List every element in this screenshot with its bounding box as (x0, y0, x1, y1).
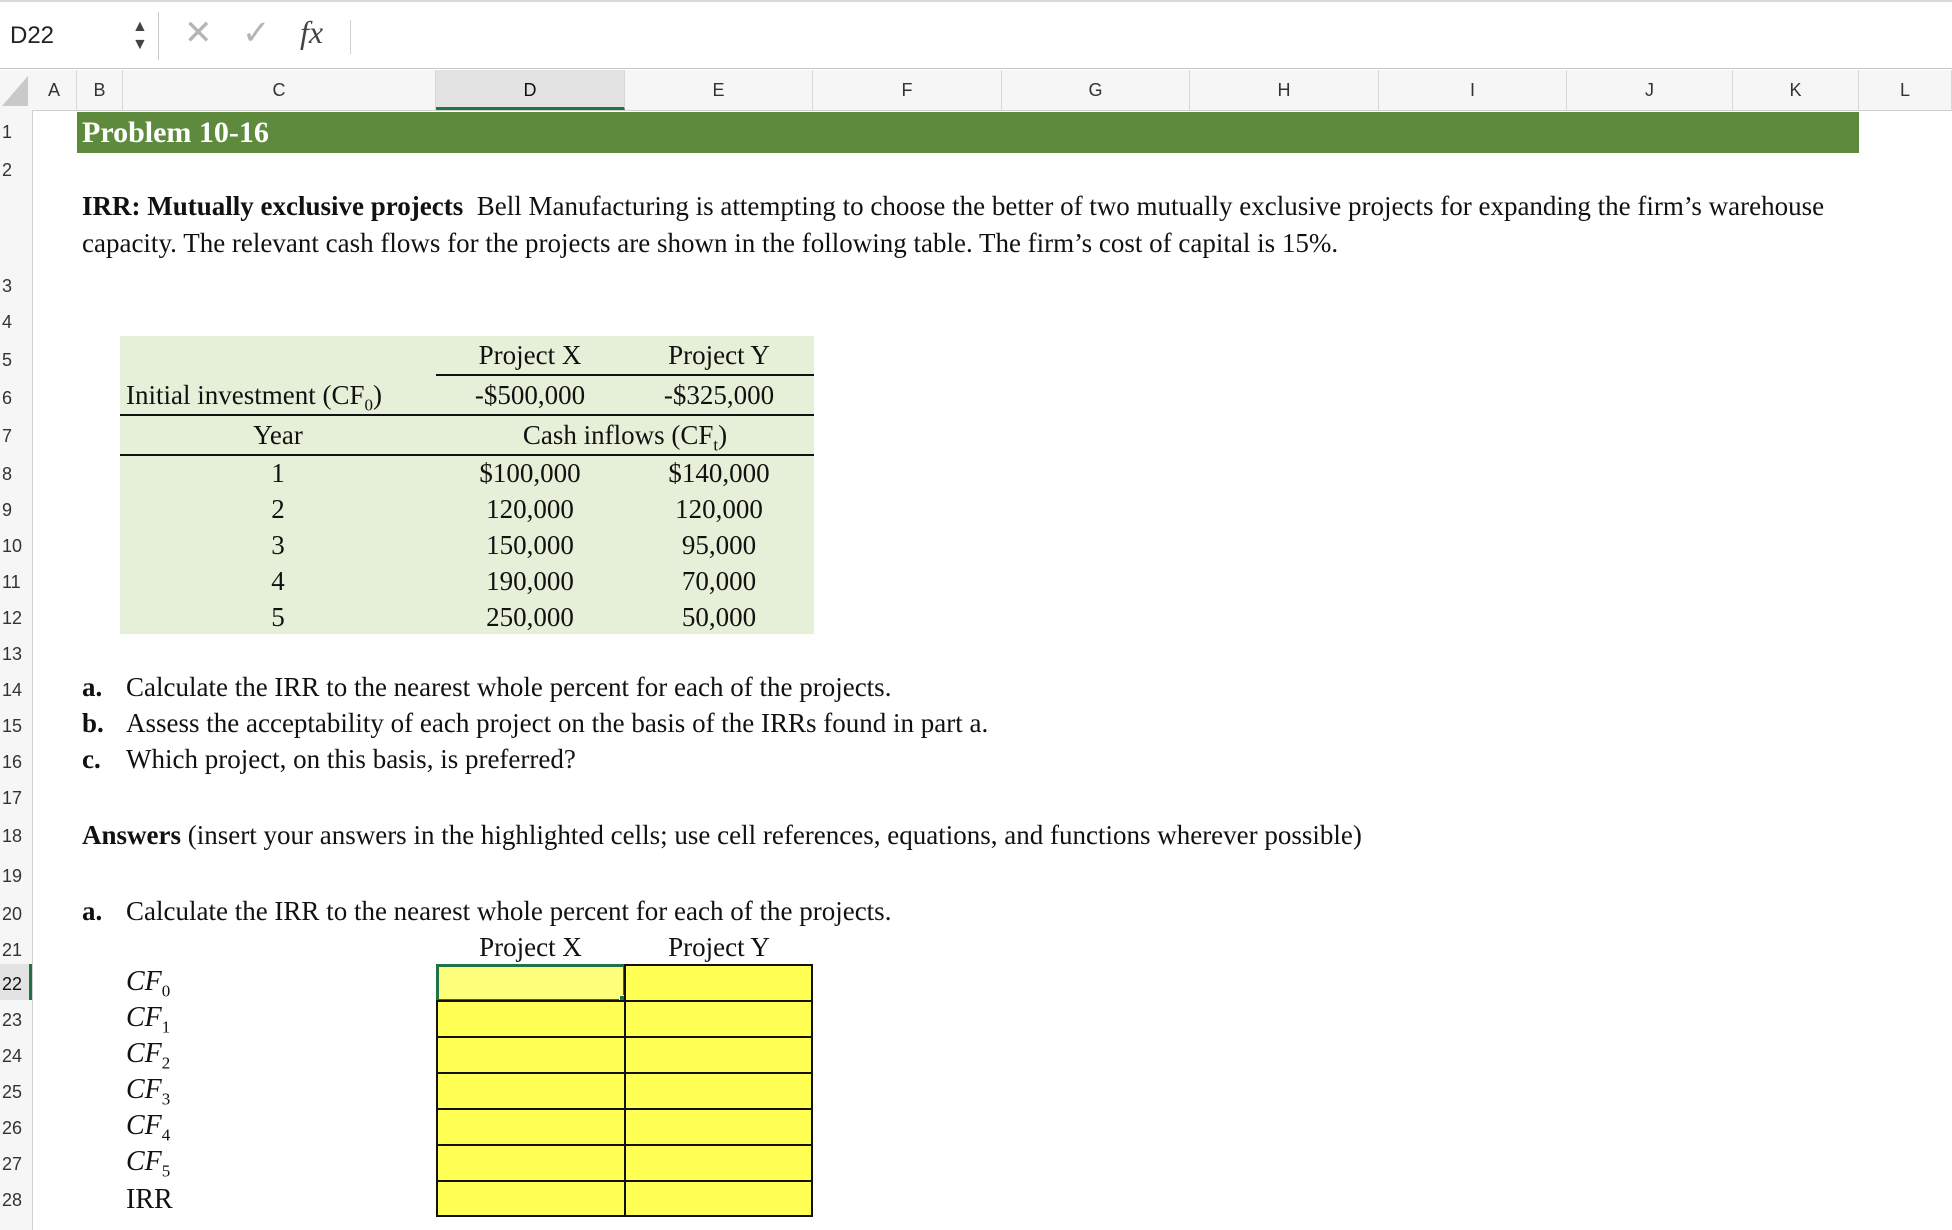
answer-cell-y-cf5[interactable] (624, 1144, 813, 1182)
cf-label[interactable] (126, 1038, 170, 1074)
question-letter: c. (82, 744, 101, 774)
cf-label[interactable] (126, 1110, 170, 1146)
initial-investment-x[interactable]: -$500,000 (474, 380, 586, 410)
problem-title-bar[interactable] (77, 112, 1859, 153)
initial-investment-sub: 0 (364, 395, 373, 415)
cf-sub: 3 (161, 1089, 171, 1109)
initial-investment-text: Initial investment (CF (126, 380, 365, 410)
initial-investment-y[interactable]: -$325,000 (663, 380, 775, 410)
answer-cell-y-irr[interactable] (624, 1180, 813, 1217)
cf-label[interactable] (126, 966, 170, 1002)
answer-grid (436, 964, 813, 1217)
answer-cell-x-cf0-selected[interactable] (436, 964, 626, 1002)
row-header[interactable]: 9 (2, 500, 13, 520)
cf-label[interactable] (126, 1074, 170, 1110)
row-header[interactable]: 4 (2, 312, 13, 332)
initial-investment-close: ) (372, 380, 382, 410)
row-header[interactable]: 8 (2, 464, 13, 484)
answer-cell-y-cf2[interactable] (624, 1036, 813, 1074)
row-header[interactable]: 23 (2, 1010, 23, 1030)
year-cell[interactable]: 2 (271, 494, 285, 524)
row-header[interactable]: 1 (2, 122, 13, 142)
table-header-project-x[interactable]: Project X (478, 340, 582, 370)
cash-y-cell[interactable]: 120,000 (675, 494, 763, 524)
year-header[interactable] (120, 420, 433, 451)
year-cell[interactable]: 4 (271, 566, 285, 596)
insert-function-icon[interactable]: fx (300, 14, 324, 50)
problem-text: Bell Manufacturing is attempting to choose the better of two mutually exclusive projects for expanding the firm’s warehouse capacity. The relevant cash flows for the projects are shown in the following table. The firm’s cost of capital is 15%. (82, 191, 1825, 258)
cf-sub: 4 (161, 1125, 171, 1145)
row-header[interactable]: 7 (2, 426, 13, 446)
row-header[interactable]: 2 (2, 160, 13, 180)
column-header-i[interactable]: I (1379, 70, 1567, 110)
question-letter: b. (82, 708, 104, 738)
cf-sub: 1 (161, 1017, 171, 1037)
answer-cell-x-cf2[interactable] (436, 1036, 626, 1074)
cash-inflows-header[interactable] (436, 420, 814, 455)
cash-y-cell[interactable]: $140,000 (668, 458, 770, 488)
row-header[interactable]: 20 (2, 904, 23, 924)
row-header[interactable]: 12 (2, 608, 23, 628)
answer-header-project-y[interactable]: Project Y (668, 932, 770, 962)
cash-y-cell[interactable]: 70,000 (681, 566, 757, 596)
problem-description[interactable] (82, 188, 1842, 262)
cash-inflows-close: ) (718, 420, 728, 450)
answers-heading[interactable] (82, 820, 1362, 851)
select-all-corner[interactable] (0, 70, 32, 110)
part-a-question[interactable] (82, 896, 891, 927)
cash-y-cell[interactable]: 50,000 (681, 602, 757, 632)
column-header-l[interactable]: L (1859, 70, 1952, 110)
row-header[interactable]: 10 (2, 536, 23, 556)
year-cell[interactable]: 5 (271, 602, 285, 632)
question-b[interactable] (82, 708, 988, 739)
answers-heading-text: (insert your answers in the highlighted cells; use cell references, equations, and functions wherever possible) (187, 820, 1362, 850)
question-letter: a. (82, 672, 103, 702)
column-header-e[interactable]: E (625, 70, 813, 110)
cf-main: CF (126, 1146, 162, 1177)
cf-label[interactable] (126, 1146, 170, 1182)
row-header[interactable]: 13 (2, 644, 23, 664)
table-header-project-y[interactable]: Project Y (668, 340, 770, 370)
row-header[interactable]: 6 (2, 388, 13, 408)
cash-y-cell[interactable]: 95,000 (681, 530, 757, 560)
question-c[interactable] (82, 744, 576, 775)
column-header-g[interactable]: G (1002, 70, 1190, 110)
cash-x-cell[interactable]: $100,000 (479, 458, 581, 488)
answer-cell-y-cf0[interactable] (624, 964, 813, 1002)
answer-cell-y-cf4[interactable] (624, 1108, 813, 1146)
table-rule (120, 454, 814, 456)
row-header[interactable]: 17 (2, 788, 23, 808)
cf-sub: 2 (161, 1053, 171, 1073)
row-headers (0, 110, 33, 1230)
answer-cell-x-cf4[interactable] (436, 1108, 626, 1146)
cash-x-cell[interactable]: 250,000 (486, 602, 574, 632)
row-header[interactable]: 11 (2, 572, 21, 592)
select-all-icon[interactable] (0, 70, 32, 110)
question-text: Calculate the IRR to the nearest whole percent for each of the projects. (126, 896, 892, 926)
row-header[interactable]: 19 (2, 866, 23, 886)
answer-cell-y-cf1[interactable] (624, 1000, 813, 1038)
column-header-f[interactable]: F (813, 70, 1002, 110)
row-header[interactable]: 27 (2, 1154, 23, 1174)
table-rule (436, 374, 814, 376)
table-rule (120, 414, 814, 416)
cash-x-cell[interactable]: 190,000 (486, 566, 574, 596)
answers-heading-bold: Answers (82, 820, 181, 850)
row-header[interactable]: 15 (2, 716, 23, 736)
formula-bar-divider (350, 20, 351, 54)
column-header-k[interactable]: K (1733, 70, 1859, 110)
row-header[interactable]: 14 (2, 680, 23, 700)
row-header-selected[interactable]: 22 (0, 964, 32, 1000)
problem-title: Problem 10-16 (82, 116, 269, 149)
cf-sub: 5 (161, 1161, 171, 1181)
question-letter: a. (82, 896, 103, 926)
row-header[interactable]: 21 (2, 940, 23, 960)
answer-header-project-x[interactable]: Project X (479, 932, 582, 962)
column-headers (0, 70, 1952, 111)
formula-bar (0, 0, 1952, 69)
row-header[interactable]: 5 (2, 350, 13, 370)
problem-topic: IRR: Mutually exclusive projects (82, 191, 464, 221)
column-header-c[interactable]: C (123, 70, 436, 110)
cf-main: CF (126, 1038, 162, 1069)
name-box[interactable] (0, 12, 159, 60)
row-header[interactable]: 26 (2, 1118, 23, 1138)
question-a[interactable] (82, 672, 891, 703)
row-header[interactable]: 18 (2, 826, 23, 846)
column-header-h[interactable]: H (1190, 70, 1379, 110)
row-header[interactable]: 16 (2, 752, 23, 772)
answer-cell-x-cf1[interactable] (436, 1000, 626, 1038)
initial-investment-label[interactable] (126, 380, 382, 415)
cf-main: CF (126, 1002, 162, 1033)
column-header-j[interactable]: J (1567, 70, 1733, 110)
row-header[interactable]: 3 (2, 276, 13, 296)
year-cell[interactable]: 1 (271, 458, 285, 488)
irr-label[interactable]: IRR (126, 1184, 173, 1215)
cash-x-cell[interactable]: 120,000 (486, 494, 574, 524)
cf-main: CF (126, 1110, 162, 1141)
cash-flow-table (120, 336, 814, 634)
cf-sub: 0 (161, 981, 171, 1001)
cf-main: CF (126, 1074, 162, 1105)
column-header-a[interactable]: A (32, 70, 77, 110)
cf-main: CF (126, 966, 162, 997)
cancel-icon[interactable]: ✕ (184, 14, 213, 52)
row-header[interactable]: 28 (2, 1190, 23, 1210)
row-header[interactable]: 24 (2, 1046, 23, 1066)
year-header-text: Year (253, 420, 303, 450)
enter-icon[interactable]: ✓ (242, 14, 271, 52)
cf-label[interactable] (126, 1002, 170, 1038)
question-text: Which project, on this basis, is preferred? (126, 744, 576, 774)
column-header-b[interactable]: B (77, 70, 123, 110)
row-header[interactable]: 25 (2, 1082, 23, 1102)
answer-cell-x-cf5[interactable] (436, 1144, 626, 1182)
cash-inflows-sub: t (713, 435, 719, 455)
answer-cell-x-irr[interactable] (436, 1180, 626, 1217)
answer-cell-x-cf3[interactable] (436, 1072, 626, 1110)
column-header-d[interactable]: D (436, 70, 625, 110)
name-box-stepper-icon[interactable]: ▲ ▼ (132, 18, 148, 53)
cash-x-cell[interactable]: 150,000 (486, 530, 574, 560)
answer-cell-y-cf3[interactable] (624, 1072, 813, 1110)
year-cell[interactable]: 3 (271, 530, 285, 560)
name-box-value[interactable]: D22 (10, 22, 55, 49)
cash-inflows-text: Cash inflows (CF (522, 420, 714, 450)
formula-input[interactable] (360, 10, 1940, 62)
question-text: Assess the acceptability of each project on the basis of the IRRs found in part a. (126, 708, 989, 738)
question-text: Calculate the IRR to the nearest whole percent for each of the projects. (126, 672, 892, 702)
